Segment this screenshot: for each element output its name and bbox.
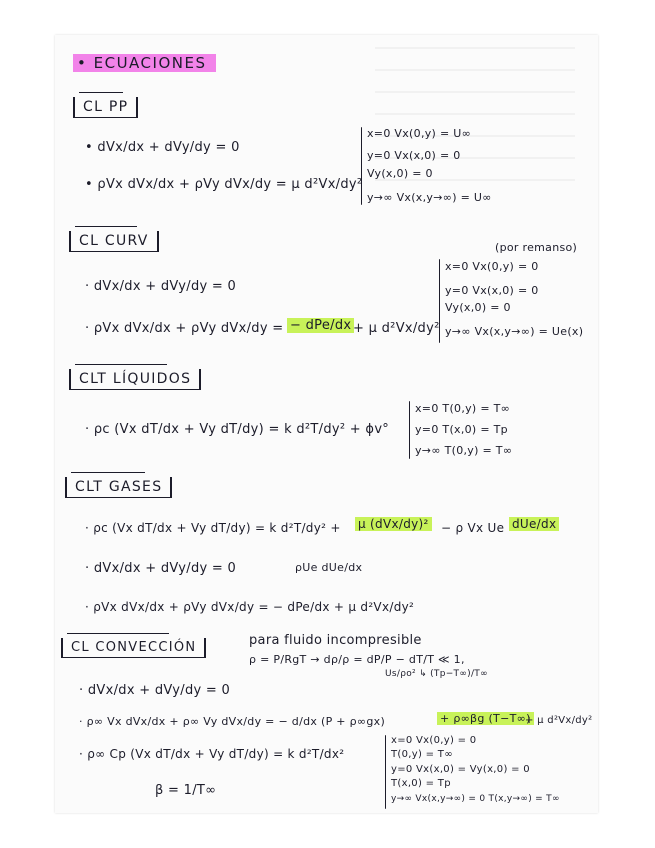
s2-note: (por remanso) — [495, 241, 578, 254]
s2-momentum-eq-part2: + μ d²Vx/dy² — [353, 321, 440, 336]
s4-viscous-dissipation-highlight: μ (dVx/dy)² — [355, 517, 432, 531]
s4-energy-eq-part1: · ρc (Vx dT/dx + Vy dT/dy) = k d²T/dy² + — [85, 521, 341, 535]
s3-energy-eq: · ρc (Vx dT/dx + Vy dT/dy) = k d²T/dy² + ϕv° — [85, 422, 390, 437]
s2-bc-3: y→∞ Vx(x,y→∞) = Ue(x) — [445, 325, 584, 338]
s4-momentum-eq: · ρVx dVx/dx + ρVy dVx/dy = − dPe/dx + μ d²Vx/dy² — [85, 600, 415, 614]
s3-bc-0: x=0 T(0,y) = T∞ — [415, 402, 511, 415]
bleed-through — [375, 47, 575, 187]
s1-continuity-eq: • dVx/dx + dVy/dy = 0 — [85, 140, 240, 155]
s5-momentum-eq-part2: + μ d²Vx/dy² — [525, 715, 593, 726]
s5-bc-3: T(x,0) = Tp — [391, 778, 451, 789]
s5-note-incompressible: para fluido incompresible — [249, 633, 422, 648]
s5-note-scale: Us/ρo² ↳ (Tp−T∞)/T∞ — [385, 669, 488, 679]
s2-continuity-eq: · dVx/dx + dVy/dy = 0 — [85, 279, 237, 294]
page-title: • ECUACIONES — [73, 54, 216, 72]
s3-bc-1: y=0 T(x,0) = Tp — [415, 423, 508, 436]
s2-bc-1: y=0 Vx(x,0) = 0 — [445, 284, 539, 297]
s2-bc-0: x=0 Vx(0,y) = 0 — [445, 260, 539, 273]
section-header-clt-liquidos: CLT LÍQUIDOS — [69, 369, 201, 390]
s1-bc-2: Vy(x,0) = 0 — [367, 167, 433, 180]
s2-bc-2: Vy(x,0) = 0 — [445, 301, 511, 314]
s5-bc-brace — [385, 735, 386, 809]
s5-bc-4: y→∞ Vx(x,y→∞) = 0 T(x,y→∞) = T∞ — [391, 794, 560, 804]
s1-momentum-eq: • ρVx dVx/dx + ρVy dVx/dy = μ d²Vx/dy² — [85, 177, 363, 192]
s5-bc-1: T(0,y) = T∞ — [391, 749, 453, 760]
s5-energy-eq: · ρ∞ Cp (Vx dT/dx + Vy dT/dy) = k d²T/dx² — [79, 747, 345, 761]
s5-buoyancy-highlight: + ρ∞βg (T−T∞) — [437, 712, 534, 725]
section-header-cl-conveccion: CL CONVECCIÓN — [61, 638, 206, 658]
s1-bc-brace — [361, 127, 362, 205]
s5-bc-0: x=0 Vx(0,y) = 0 — [391, 735, 477, 746]
notebook-page — [55, 35, 598, 813]
s4-ue-term: ρUe dUe/dx — [295, 561, 363, 574]
s4-energy-eq-part2: − ρ Vx Ue — [441, 521, 505, 535]
s5-note-density: ρ = P/RgT → dρ/ρ = dP/P − dT/T ≪ 1, — [249, 653, 465, 666]
s1-bc-1: y=0 Vx(x,0) = 0 — [367, 149, 461, 162]
section-header-cl-curv: CL CURV — [69, 231, 159, 252]
s5-bc-2: y=0 Vx(x,0) = Vy(x,0) = 0 — [391, 764, 530, 775]
s3-bc-brace — [409, 401, 410, 459]
section-header-clt-gases: CLT GASES — [65, 477, 172, 498]
s2-pressure-gradient-highlight: − dPe/dx — [287, 318, 354, 333]
s4-due-dx-highlight: dUe/dx — [509, 517, 559, 531]
s5-continuity-eq: · dVx/dx + dVy/dy = 0 — [79, 683, 231, 698]
s1-bc-0: x=0 Vx(0,y) = U∞ — [367, 127, 472, 140]
s5-momentum-eq-part1: · ρ∞ Vx dVx/dx + ρ∞ Vy dVx/dy = − d/dx (P + ρ∞gx) — [79, 715, 386, 728]
s5-beta: β = 1/T∞ — [155, 783, 217, 798]
s3-bc-2: y→∞ T(0,y) = T∞ — [415, 444, 513, 457]
s2-momentum-eq-part1: · ρVx dVx/dx + ρVy dVx/dy = — [85, 321, 284, 336]
s1-bc-3: y→∞ Vx(x,y→∞) = U∞ — [367, 191, 492, 204]
section-header-cl-pp: CL PP — [73, 97, 138, 118]
s4-continuity-eq: · dVx/dx + dVy/dy = 0 — [85, 561, 237, 576]
s2-bc-brace — [439, 259, 440, 343]
